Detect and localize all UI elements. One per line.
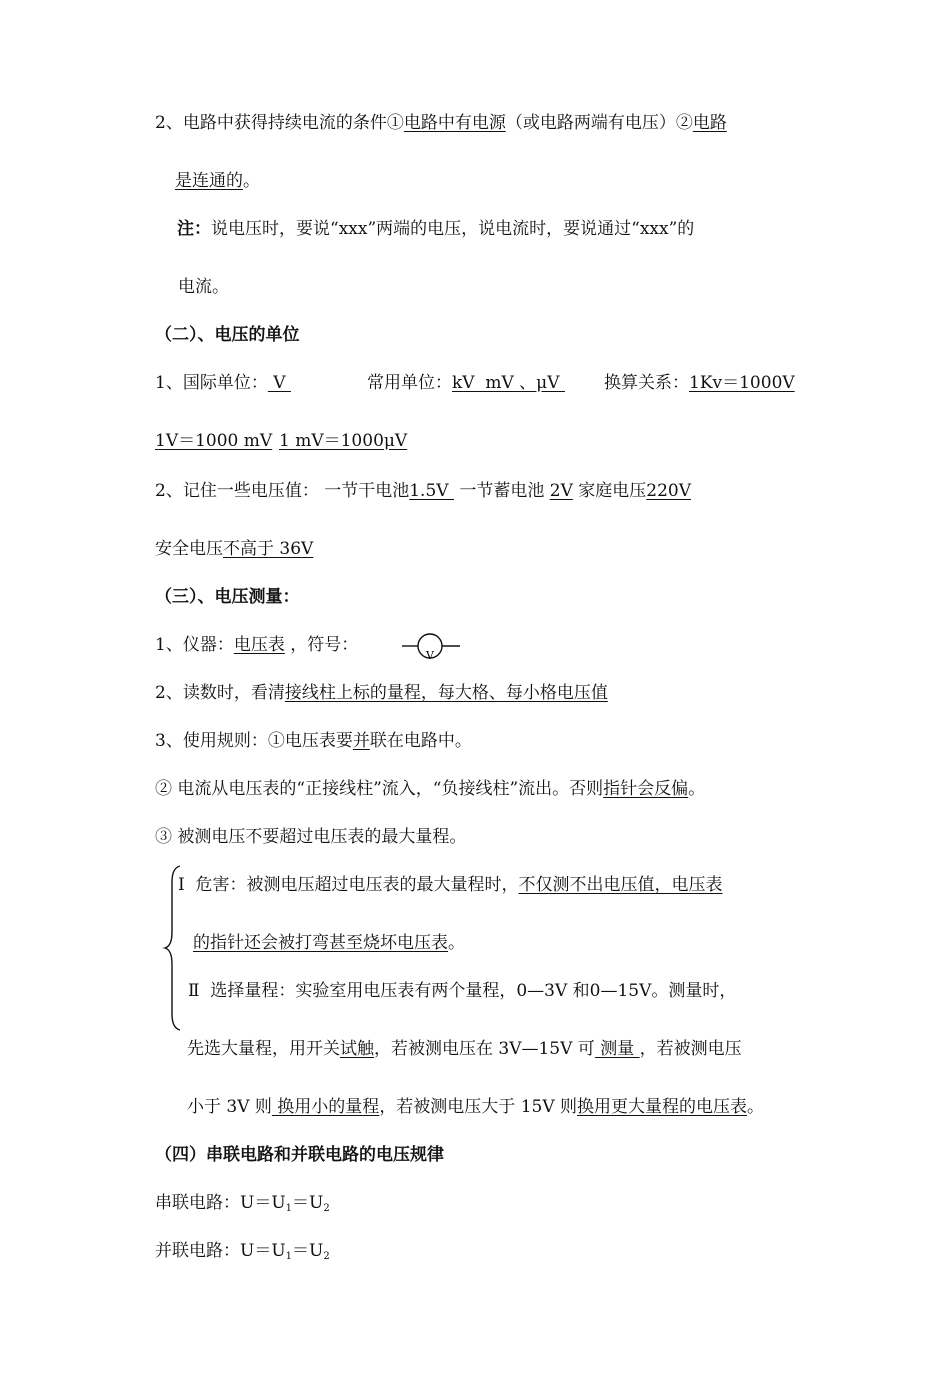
rule-1-line bbox=[155, 730, 472, 752]
text: ② 电流从电压表的“正接线柱”流入，“负接线柱”流出。否则 bbox=[155, 779, 604, 799]
text: 3、使用规则：①电压表要 bbox=[155, 731, 353, 751]
text: 电流。 bbox=[178, 277, 229, 297]
text: 安全电压 bbox=[155, 539, 223, 559]
answer-household: 220V bbox=[646, 481, 691, 501]
text: U bbox=[240, 1193, 255, 1213]
voltmeter-symbol-icon bbox=[402, 629, 462, 665]
text: 串联电路： bbox=[155, 1193, 240, 1213]
text: 联在电路中。 bbox=[369, 731, 472, 751]
text: 1、国际单位： bbox=[155, 373, 268, 393]
answer-measure: 测量 bbox=[594, 1039, 640, 1059]
text: 。 bbox=[243, 171, 260, 191]
answer-reading: 接线柱上标的量程，每大格、每小格电压值 bbox=[284, 683, 608, 703]
text: ，若被测电压 bbox=[639, 1039, 742, 1059]
harm-line-1 bbox=[178, 874, 723, 896]
text: ＝ bbox=[292, 1193, 310, 1213]
answer-voltmeter: 电压表 bbox=[233, 635, 285, 655]
text: U bbox=[240, 1241, 255, 1261]
answer-harm-cont: 的指针还会被打弯甚至烧坏电压表 bbox=[193, 933, 448, 953]
answer-dry-cell: 1.5V bbox=[409, 481, 454, 501]
subscript: 2 bbox=[323, 1203, 330, 1214]
text: （或电路两端有电压）② bbox=[505, 113, 693, 133]
answer-conversion-3: 1 mV＝1000μV bbox=[279, 431, 408, 451]
note-text: 说电压时，要说“xxx”两端的电压，说电流时，要说通过“xxx”的 bbox=[211, 219, 695, 239]
answer-si-unit: V bbox=[267, 373, 291, 393]
condition-line-1 bbox=[155, 112, 727, 134]
rule-2-line bbox=[155, 778, 705, 800]
text: ＝ bbox=[254, 1193, 272, 1213]
text: U bbox=[309, 1193, 324, 1213]
text: 。 bbox=[448, 933, 465, 953]
text: 家庭电压 bbox=[572, 481, 647, 501]
conversion bbox=[604, 372, 795, 394]
text: 换算关系： bbox=[604, 373, 689, 393]
text: 2、读数时，看清 bbox=[155, 683, 285, 703]
safe-voltage-line bbox=[155, 538, 313, 560]
text: ，若被测电压大于 15V 则 bbox=[379, 1097, 578, 1117]
answer-smaller-range: 换用小的量程 bbox=[271, 1097, 380, 1117]
text: ＝ bbox=[254, 1241, 272, 1261]
answer-battery: 2V bbox=[549, 481, 573, 501]
reading-line bbox=[155, 682, 608, 704]
text: ＝ bbox=[292, 1241, 310, 1261]
text: ，符号： bbox=[284, 635, 359, 655]
series-formula bbox=[155, 1192, 330, 1220]
text: ，若被测电压在 3V—15V 可 bbox=[374, 1039, 595, 1059]
text: 常用单位： bbox=[367, 373, 452, 393]
answer-trial-touch: 试触 bbox=[340, 1039, 374, 1059]
note-label: 注： bbox=[177, 219, 211, 239]
answer-power-source: 电路中有电源 bbox=[403, 113, 506, 133]
rule-3-line: ③ 被测电压不要超过电压表的最大量程。 bbox=[155, 827, 467, 847]
answer-harm: 不仅测不出电压值，电压表 bbox=[518, 875, 723, 895]
text: U bbox=[309, 1241, 324, 1261]
text: 2、电路中获得持续电流的条件① bbox=[155, 113, 404, 133]
heading-measurement: （三）、电压测量： bbox=[155, 587, 300, 607]
voltage-values-line bbox=[155, 480, 691, 502]
subscript: 1 bbox=[285, 1203, 293, 1214]
subscript: 2 bbox=[323, 1251, 330, 1262]
condition-line-2 bbox=[175, 170, 260, 192]
text: Ⅰ 危害：被测电压超过电压表的最大量程时， bbox=[178, 875, 519, 895]
answer-connected: 是连通的 bbox=[175, 171, 243, 191]
heading-units: （二）、电压的单位 bbox=[155, 325, 300, 345]
text: 小于 3V 则 bbox=[187, 1097, 272, 1117]
range-line-2 bbox=[187, 1038, 742, 1060]
units-line-1 bbox=[155, 372, 291, 394]
harm-line-2 bbox=[193, 932, 465, 954]
symbol-letter: V bbox=[426, 649, 434, 662]
parallel-formula bbox=[155, 1240, 330, 1268]
text: 先选大量程，用开关 bbox=[187, 1039, 340, 1059]
text: 2、记住一些电压值： 一节干电池 bbox=[155, 481, 410, 501]
text: 并联电路： bbox=[155, 1241, 240, 1261]
text: 。 bbox=[688, 779, 706, 799]
answer-larger-meter: 换用更大量程的电压表 bbox=[577, 1097, 748, 1117]
text: U bbox=[271, 1241, 286, 1261]
answer-parallel: 并 bbox=[352, 731, 370, 751]
text: U bbox=[271, 1193, 286, 1213]
answer-conversion-1: 1Kv＝1000V bbox=[689, 373, 795, 393]
range-line-3 bbox=[187, 1096, 764, 1118]
answer-circuit: 电路 bbox=[692, 113, 727, 133]
units-line-2b bbox=[279, 430, 407, 452]
answer-reverse-deflection: 指针会反偏 bbox=[603, 779, 689, 799]
answer-conversion-2: 1V＝1000 mV bbox=[155, 431, 273, 451]
note-continuation bbox=[178, 276, 229, 298]
text: 1、仪器： bbox=[155, 635, 234, 655]
common-units bbox=[367, 372, 565, 394]
heading-rules: （四）串联电路和并联电路的电压规律 bbox=[155, 1145, 444, 1165]
text: 一节蓄电池 bbox=[453, 481, 550, 501]
range-line-1: Ⅱ 选择量程：实验室用电压表有两个量程，0—3V 和0—15V。测量时， bbox=[188, 981, 737, 1001]
note-line bbox=[177, 218, 694, 240]
answer-safe-voltage: 不高于 36V bbox=[223, 539, 314, 559]
subscript: 1 bbox=[285, 1251, 293, 1262]
text: 。 bbox=[747, 1097, 765, 1117]
instrument-line bbox=[155, 634, 358, 656]
answer-common-units: kV mV 、μV bbox=[452, 373, 565, 393]
units-line-2 bbox=[155, 430, 272, 452]
